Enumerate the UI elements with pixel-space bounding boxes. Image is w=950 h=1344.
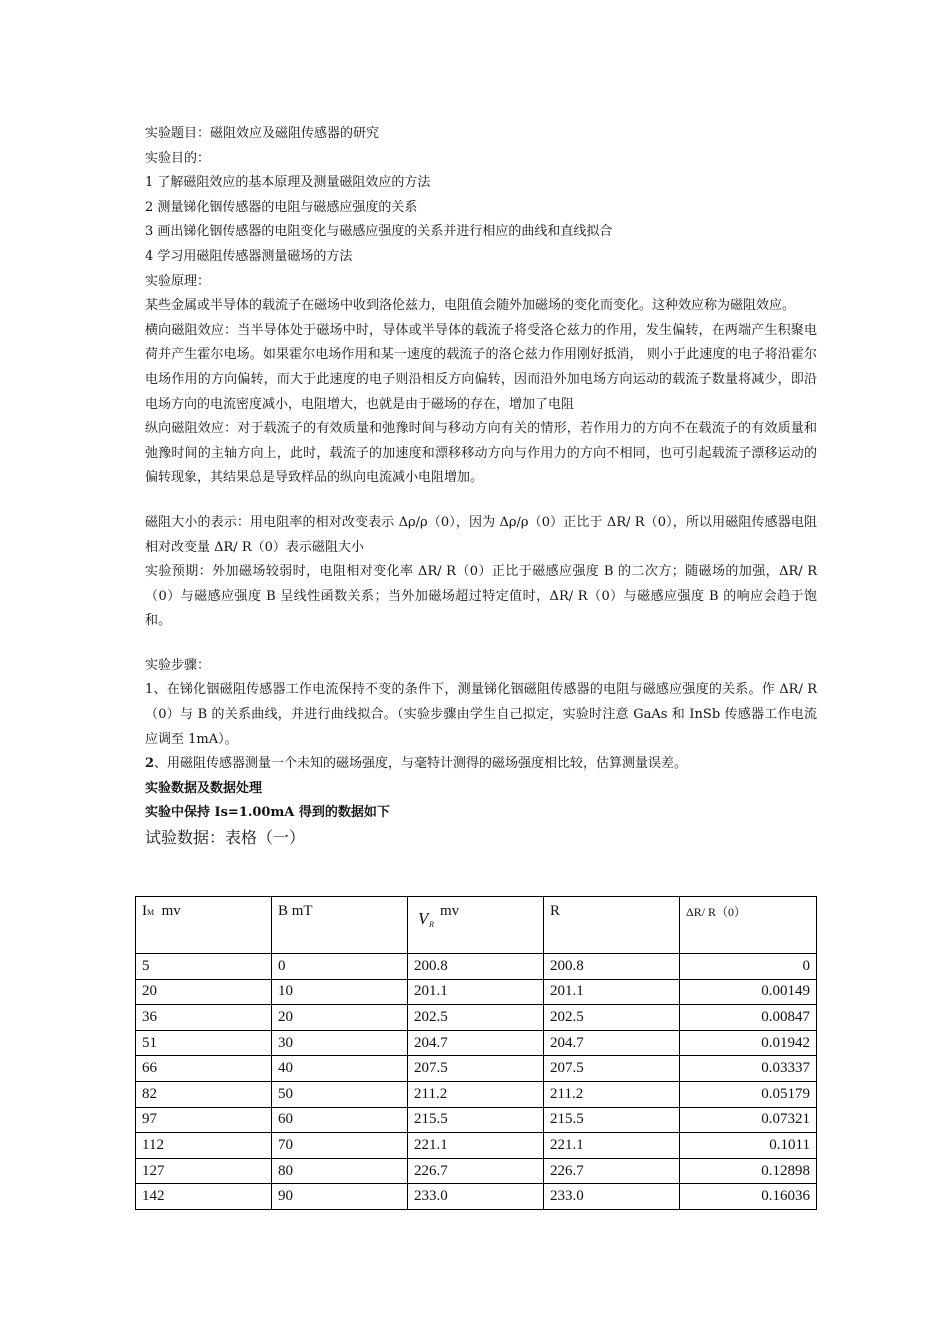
principle-paragraph-1: 某些金属或半导体的载流子在磁场中收到洛伦兹力，电阻值会随外加磁场的变化而变化。这种效应称为磁阻效应。 — [145, 298, 796, 314]
cell-b: 70 — [272, 1133, 408, 1159]
document-body — [145, 122, 817, 849]
cell-vr: 226.7 — [408, 1158, 544, 1184]
header-b: B mT — [272, 897, 408, 954]
expectation-paragraph: 实验预期：外加磁场较弱时，电阻相对变化率 ΔR/ R（0）正比于磁感应强度 B 的二次方；随磁场的加强，ΔR/ R（0）与磁感应强度 B 呈线性函数关系；当外加磁场超过特定值时，ΔR/ R（0）与磁感应强度 B 的响应会趋于饱和。 — [145, 564, 817, 629]
vr-symbol-v: V — [418, 909, 429, 928]
step-1: 1、在锑化铟磁阻传感器工作电流保持不变的条件下，测量锑化铟磁阻传感器的电阻与磁感应强度的关系。作 ΔR/ R（0）与 B 的关系曲线，并进行曲线拟合。（实验步骤由学生自己拟定，实验时注意 GaAs 和 InSb 传感器工作电流应调至 1mA）。 — [145, 682, 817, 747]
table-row — [136, 979, 817, 1005]
cell-r: 226.7 — [544, 1158, 680, 1184]
cell-r: 202.5 — [544, 1005, 680, 1031]
table-row — [136, 1005, 817, 1031]
cell-ratio: 0.05179 — [680, 1081, 817, 1107]
purpose-item-1: 1 了解磁阻效应的基本原理及测量磁阻效应的方法 — [145, 175, 431, 191]
header-vr — [408, 897, 544, 954]
magnitude-paragraph: 磁阻大小的表示：用电阻率的相对改变表示 Δρ/ρ（0），因为 Δρ/ρ（0）正比于 ΔR/ R（0），所以用磁阻传感器电阻相对改变量 ΔR/ R（0）表示磁阻大小 — [145, 514, 817, 555]
cell-vr: 204.7 — [408, 1030, 544, 1056]
step-2-text: 、用磁阻传感器测量一个未知的磁场强度，与毫特计测得的磁场强度相比较，估算测量误差。 — [154, 756, 688, 772]
cell-im: 112 — [136, 1133, 272, 1159]
table-row — [136, 1133, 817, 1159]
table-row — [136, 954, 817, 980]
principle-heading: 实验原理： — [145, 273, 211, 289]
cell-im: 97 — [136, 1107, 272, 1133]
cell-b: 10 — [272, 979, 408, 1005]
cell-r: 233.0 — [544, 1184, 680, 1210]
cell-ratio: 0.03337 — [680, 1056, 817, 1082]
cell-r: 221.1 — [544, 1133, 680, 1159]
cell-im: 142 — [136, 1184, 272, 1210]
header-ratio: ΔR/ R（0） — [680, 897, 817, 954]
cell-im: 20 — [136, 979, 272, 1005]
cell-vr: 200.8 — [408, 954, 544, 980]
cell-vr: 207.5 — [408, 1056, 544, 1082]
cell-r: 211.2 — [544, 1081, 680, 1107]
cell-vr: 221.1 — [408, 1133, 544, 1159]
cell-vr: 233.0 — [408, 1184, 544, 1210]
step-2-number: 2 — [145, 756, 155, 772]
cell-r: 207.5 — [544, 1056, 680, 1082]
cell-vr: 201.1 — [408, 979, 544, 1005]
cell-im: 36 — [136, 1005, 272, 1031]
cell-r: 204.7 — [544, 1030, 680, 1056]
cell-b: 0 — [272, 954, 408, 980]
step-2 — [145, 752, 817, 777]
cell-vr: 211.2 — [408, 1081, 544, 1107]
cell-b: 20 — [272, 1005, 408, 1031]
cell-b: 90 — [272, 1184, 408, 1210]
cell-b: 30 — [272, 1030, 408, 1056]
table-row — [136, 1056, 817, 1082]
cell-vr: 215.5 — [408, 1107, 544, 1133]
header-im — [136, 897, 272, 954]
cell-r: 201.1 — [544, 979, 680, 1005]
purpose-heading: 实验目的： — [145, 150, 211, 166]
steps-heading: 实验步骤： — [145, 657, 211, 673]
cell-im: 51 — [136, 1030, 272, 1056]
cell-im: 66 — [136, 1056, 272, 1082]
cell-ratio: 0.07321 — [680, 1107, 817, 1133]
cell-b: 50 — [272, 1081, 408, 1107]
vr-symbol-r: R — [429, 920, 434, 929]
cell-b: 40 — [272, 1056, 408, 1082]
purpose-item-4: 4 学习用磁阻传感器测量磁场的方法 — [145, 248, 353, 264]
cell-ratio: 0.00847 — [680, 1005, 817, 1031]
cell-vr: 202.5 — [408, 1005, 544, 1031]
cell-r: 215.5 — [544, 1107, 680, 1133]
experiment-title: 实验题目：磁阻效应及磁阻传感器的研究 — [145, 126, 380, 141]
table-row — [136, 1030, 817, 1056]
table-row — [136, 1107, 817, 1133]
cell-ratio: 0.00149 — [680, 979, 817, 1005]
data-intro: 实验中保持 Is=1.00mA 得到的数据如下 — [145, 805, 390, 821]
blank-line — [145, 634, 817, 654]
cell-r: 200.8 — [544, 954, 680, 980]
header-r: R — [544, 897, 680, 954]
cell-ratio: 0.12898 — [680, 1158, 817, 1184]
table-row — [136, 1081, 817, 1107]
cell-im: 5 — [136, 954, 272, 980]
data-heading: 实验数据及数据处理 — [145, 780, 263, 796]
cell-b: 80 — [272, 1158, 408, 1184]
header-vr-unit: mv — [440, 903, 460, 919]
principle-paragraph-transverse: 横向磁阻效应：当半导体处于磁场中时，导体或半导体的载流子将受洛仑兹力的作用，发生偏转，在两端产生积聚电荷并产生霍尔电场。如果霍尔电场作用和某一速度的载流子的洛仑兹力作用刚好抵消， 则小于此速度的电子将沿霍尔电场作用的方向偏转，而大于此速度的电子则沿相反方向偏转，因而沿外加电场方向运动的载流子数量将减少，即沿电场方向的电流密度减小，电阻增大，也就是由于磁场的存在，增加了电阻 — [145, 322, 817, 412]
vr-symbol — [414, 903, 440, 933]
cell-im: 82 — [136, 1081, 272, 1107]
table-row — [136, 1158, 817, 1184]
table-header-row — [136, 897, 817, 954]
table-row — [136, 1184, 817, 1210]
header-im-subscript: M — [147, 908, 155, 917]
cell-b: 60 — [272, 1107, 408, 1133]
principle-paragraph-longitudinal: 纵向磁阻效应：对于载流子的有效质量和弛豫时间与移动方向有关的情形，若作用力的方向不在载流子的有效质量和弛豫时间的主轴方向上，此时，载流子的加速度和漂移移动方向与作用力的方向不相同，也可引起载流子漂移运动的偏转现象，其结果总是导致样品的纵向电流减小电阻增加。 — [145, 421, 817, 486]
cell-im: 127 — [136, 1158, 272, 1184]
cell-ratio: 0.1011 — [680, 1133, 817, 1159]
purpose-item-3: 3 画出锑化铟传感器的电阻变化与磁感应强度的关系并进行相应的曲线和直线拟合 — [145, 224, 613, 240]
header-im-unit: mv — [161, 903, 181, 919]
cell-ratio: 0.16036 — [680, 1184, 817, 1210]
blank-line — [145, 491, 817, 511]
header-im-letter: I — [142, 903, 147, 919]
cell-ratio: 0 — [680, 954, 817, 980]
data-table — [135, 896, 817, 1210]
table-caption: 试验数据：表格（一） — [145, 828, 306, 848]
cell-ratio: 0.01942 — [680, 1030, 817, 1056]
purpose-item-2: 2 测量锑化铟传感器的电阻与磁感应强度的关系 — [145, 199, 418, 215]
